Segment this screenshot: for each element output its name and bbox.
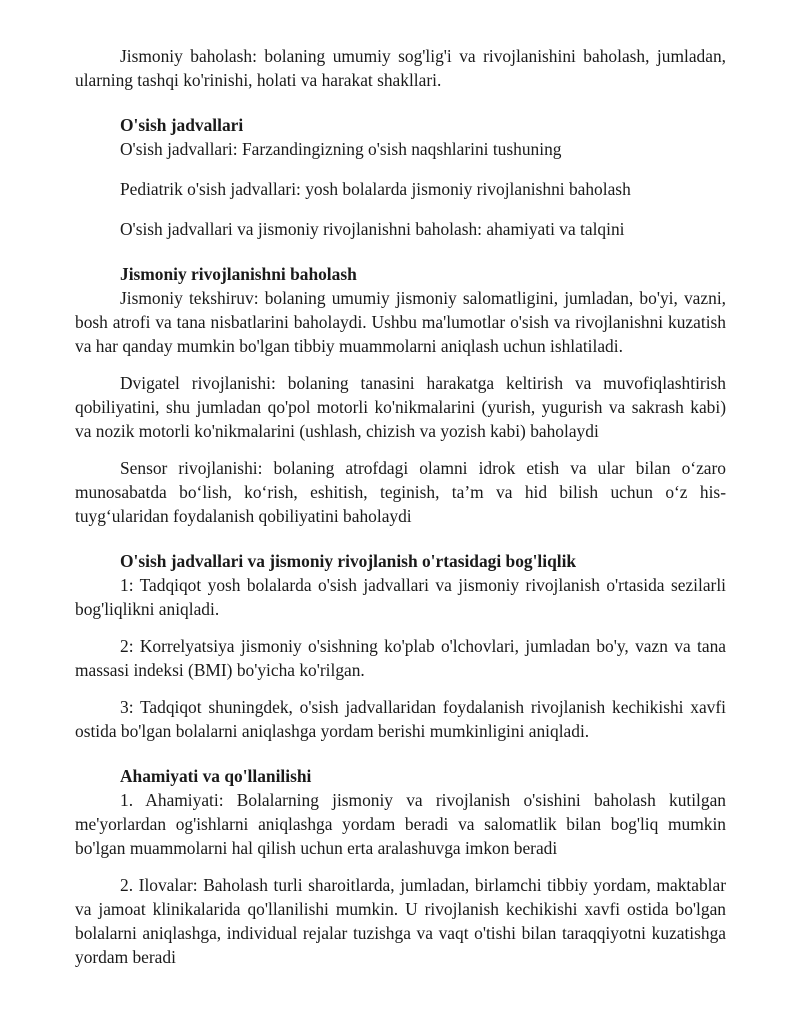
intro-paragraph: Jismoniy baholash: bolaning umumiy sog'lig'i va rivojlanishini baholash, jumladan, ularning tashqi ko'rinishi, holati va harakat shakllari. <box>75 46 726 90</box>
physical-exam-paragraph: Jismoniy tekshiruv: bolaning umumiy jismoniy salomatligini, jumladan, bo'yi, vazni, bosh atrofi va tana nisbatlarini baholaydi. Ushbu ma'lumotlar o'sish va rivojlanishni kuzatish va har qanday mumkin bo'lgan tibbiy muammolarni aniqlash uchun ishlatiladi. <box>75 288 726 356</box>
correlation-finding-1: 1: Tadqiqot yosh bolalarda o'sish jadvallari va jismoniy rivojlanish o'rtasida sezilarli bog'liqlikni aniqladi. <box>75 575 726 619</box>
sensor-development-paragraph: Sensor rivojlanishi: bolaning atrofdagi olamni idrok etish va ular bilan o‘zaro munosabatda bo‘lish, ko‘rish, eshitish, teginish, ta’m va hid bilish uchun o‘z his-tuyg‘ularidan foydalanish qobiliyatini baholaydi <box>75 458 726 526</box>
section-heading-growth-charts: O'sish jadvallari <box>120 115 244 135</box>
section-heading-physical-assessment: Jismoniy rivojlanishni baholash <box>120 264 357 284</box>
significance-paragraph: 1. Ahamiyati: Bolalarning jismoniy va rivojlanish o'sishini baholash kutilgan me'yorlardan og'ishlarni aniqlashga yordam beradi va salomatlik bilan bog'liq mumkin bo'lgan muammolarni hal qilish uchun erta aralashuvga imkon beradi <box>75 790 726 858</box>
correlation-finding-3: 3: Tadqiqot shuningdek, o'sish jadvallaridan foydalanish rivojlanish kechikishi xavfi ostida bo'lgan bolalarni aniqlashga yordam berishi mumkinligini aniqladi. <box>75 697 726 741</box>
section-heading-correlation: O'sish jadvallari va jismoniy rivojlanish o'rtasidagi bog'liqlik <box>120 551 577 571</box>
growth-charts-line-3: O'sish jadvallari va jismoniy rivojlanishni baholash: ahamiyati va talqini <box>120 219 625 239</box>
applications-paragraph: 2. Ilovalar: Baholash turli sharoitlarda, jumladan, birlamchi tibbiy yordam, maktablar va jamoat klinikalarida qo'llanilishi mumkin. U rivojlanish kechikishi xavfi ostida bo'lgan bolalarni aniqlashga, individual rejalar tuzishga va vaqt o'tishi bilan taraqqiyotni kuzatishga yordam beradi <box>75 875 726 967</box>
correlation-finding-2: 2: Korrelyatsiya jismoniy o'sishning ko'plab o'lchovlari, jumladan bo'y, vazn va tana massasi indeksi (BMI) bo'yicha ko'rilgan. <box>75 636 726 680</box>
motor-development-paragraph: Dvigatel rivojlanishi: bolaning tanasini harakatga keltirish va muvofiqlashtirish qobiliyatini, shu jumladan qo'pol motorli ko'nikmalarini (yurish, yugurish va sakrash kabi) va nozik motorli ko'nikmalarini (ushlash, chizish va yozish kabi) baholaydi <box>75 373 726 441</box>
document-page <box>75 44 726 969</box>
growth-charts-line-1: O'sish jadvallari: Farzandingizning o'sish naqshlarini tushuning <box>120 139 562 159</box>
growth-charts-line-2: Pediatrik o'sish jadvallari: yosh bolalarda jismoniy rivojlanishni baholash <box>120 179 631 199</box>
section-heading-significance: Ahamiyati va qo'llanilishi <box>120 766 312 786</box>
